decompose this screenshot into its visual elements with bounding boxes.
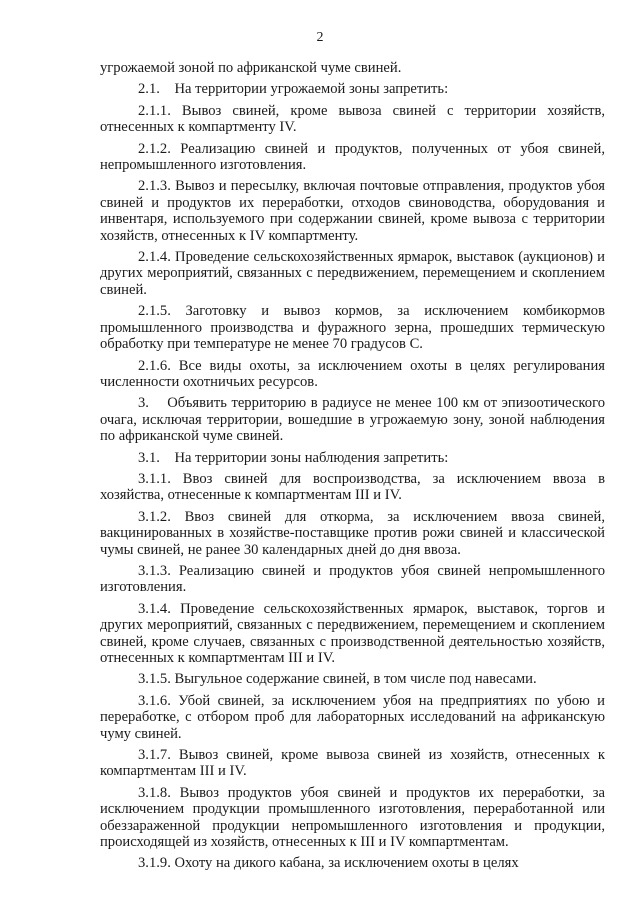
paragraph-continuation: угрожаемой зоной по африканской чуме свиней. <box>100 60 402 76</box>
paragraph-3-1-5: 3.1.5. Выгульное содержание свиней, в том числе под навесами. <box>138 671 537 688</box>
page-number: 2 <box>316 30 324 45</box>
paragraph-3-1-1: 3.1.1. Ввоз свиней для воспроизводства, за исключением ввоза в хозяйства, отнесенные к компартментам III и IV. <box>100 470 605 504</box>
paragraph-3-1-4: 3.1.4. Проведение сельскохозяйственных ярмарок, выставок, торгов и других мероприятий, связанных с передвижением, перемещением и скоплением свиней, кроме случаев, связанных с производственной деятельностью хозяйств, отнесенных к компартментам III и IV. <box>100 600 605 666</box>
paragraph-2-1-5: 2.1.5. Заготовку и вывоз кормов, за исключением комбикормов промышленного производства и фуражного зерна, прошедших термическую обработку при температуре не менее 70 градусов С. <box>100 303 605 353</box>
paragraph-2-1-1: 2.1.1. Вывоз свиней, кроме вывоза свиней с территории хозяйств, отнесенных к компартменту IV. <box>100 102 605 136</box>
paragraph-2-1-6: 2.1.6. Все виды охоты, за исключением охоты в целях регулирования численности охотничьих ресурсов. <box>100 357 605 390</box>
paragraph-3-1: 3.1. На территории зоны наблюдения запретить: <box>138 449 449 466</box>
paragraph-3-1-7: 3.1.7. Вывоз свиней, кроме вывоза свиней из хозяйств, отнесенных к компартментам III и IV. <box>100 747 605 780</box>
paragraph-3-1-8: 3.1.8. Вывоз продуктов убоя свиней и продуктов их переработки, за исключением продукции промышленного изготовления, переработанной или обеззараженной продукции непромышленного изготовления и продукции, происходящей из хозяйств, отнесенных к III и IV компартментам. <box>100 784 605 851</box>
paragraph-3-1-9: 3.1.9. Охоту на дикого кабана, за исключением охоты в целях <box>138 855 519 872</box>
paragraph-2-1-3: 2.1.3. Вывоз и пересылку, включая почтовые отправления, продуктов убоя свиней и продуктов их переработки, отходов свиноводства, оборудования и инвентаря, используемого при содержании свиней, кроме вывоза с территории хозяйств, отнесенных к IV компартменту. <box>100 178 605 244</box>
paragraph-2-1: 2.1. На территории угрожаемой зоны запретить: <box>138 81 449 98</box>
document-body <box>100 60 605 877</box>
paragraph-2-1-2: 2.1.2. Реализацию свиней и продуктов, полученных от убоя свиней, непромышленного изготовления. <box>100 140 605 174</box>
paragraph-2-1-4: 2.1.4. Проведение сельскохозяйственных ярмарок, выставок (аукционов) и других мероприятий, связанных с передвижением, перемещением и скоплением свиней. <box>100 249 605 298</box>
paragraph-3: 3. Объявить территорию в радиусе не менее 100 км от эпизоотического очага, исключая территории, вошедшие в угрожаемую зону, зоной наблюдения по африканской чуме свиней. <box>100 395 605 445</box>
paragraph-3-1-2: 3.1.2. Ввоз свиней для откорма, за исключением ввоза свиней, вакцинированных в хозяйстве-поставщике против рожи свиней и классической чумы свиней, не ранее 30 календарных дней до дня ввоза. <box>100 508 605 558</box>
paragraph-3-1-3: 3.1.3. Реализацию свиней и продуктов убоя свиней непромышленного изготовления. <box>100 562 605 596</box>
paragraph-3-1-6: 3.1.6. Убой свиней, за исключением убоя на предприятиях по убою и переработке, с отбором проб для лабораторных исследований на африканскую чуму свиней. <box>100 692 605 742</box>
